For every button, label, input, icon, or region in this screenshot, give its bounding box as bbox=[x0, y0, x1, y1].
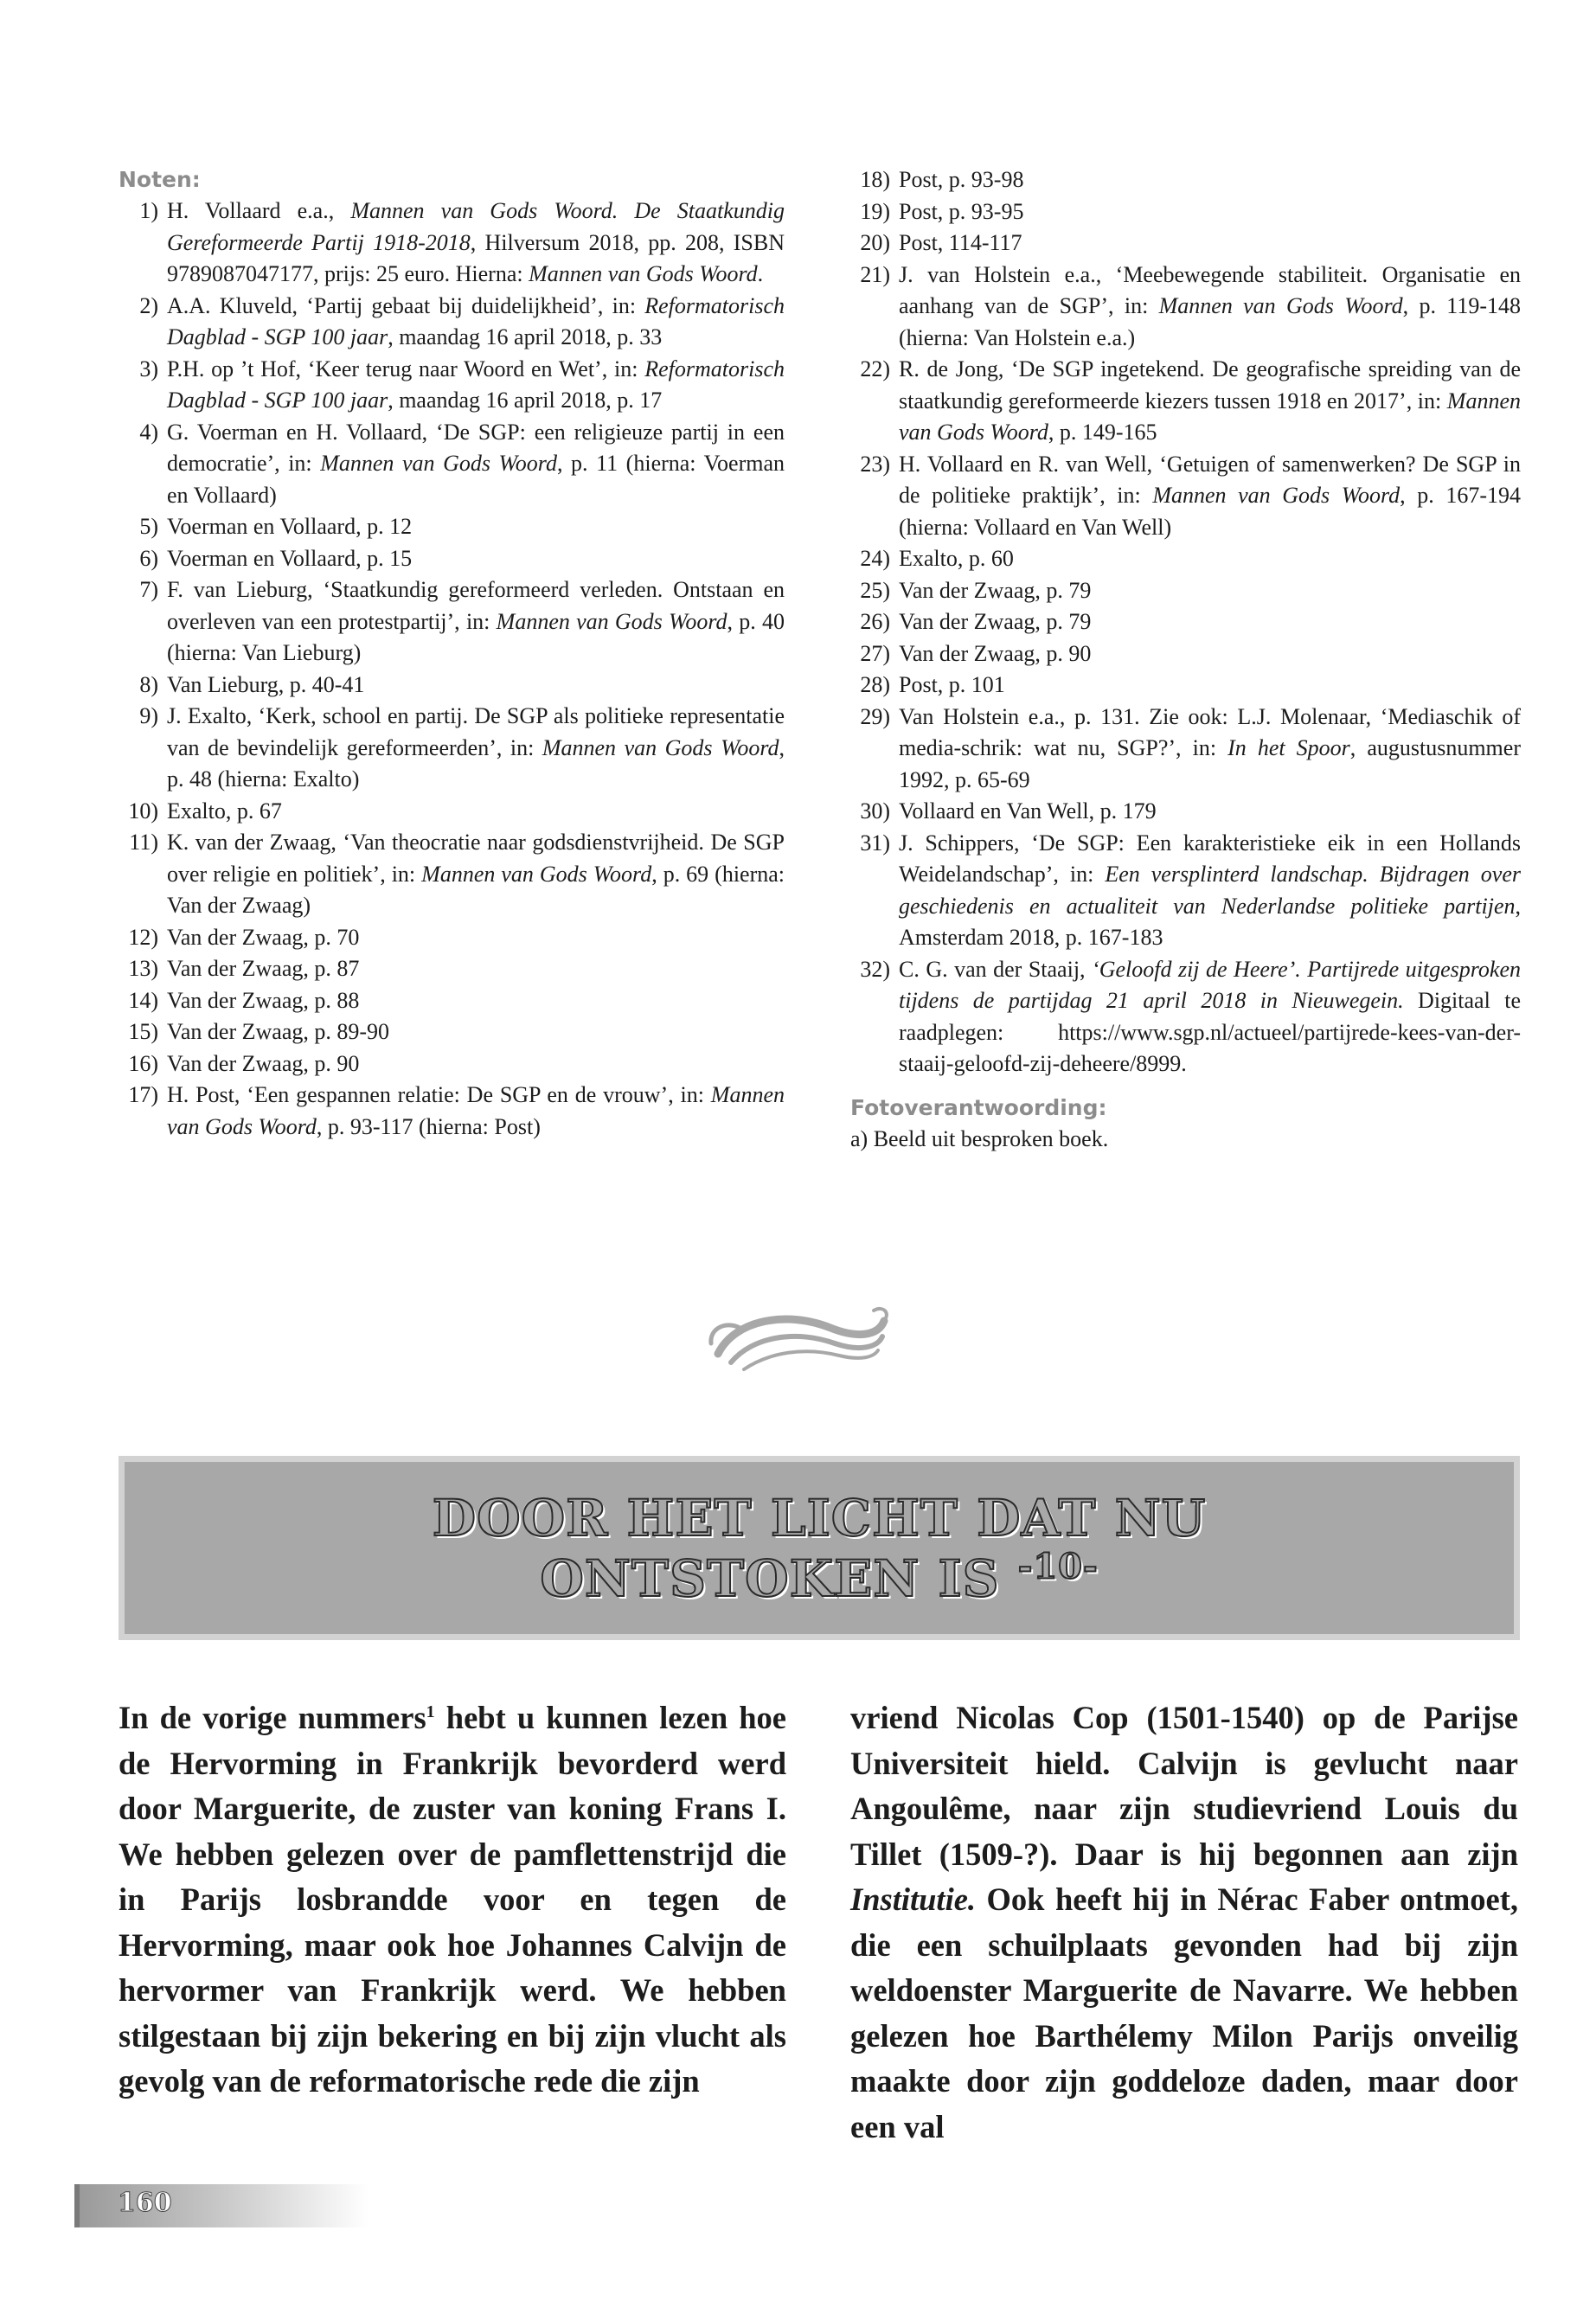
article-title-line-1: DOOR HET LICHT DAT NU bbox=[432, 1488, 1207, 1548]
article-title-banner bbox=[119, 1456, 1520, 1640]
notes-list-left bbox=[119, 195, 785, 1143]
footnote-number: 28) bbox=[860, 672, 890, 697]
footnote-item bbox=[119, 354, 785, 417]
footnote-text-segment: Mannen van Gods Woord bbox=[320, 451, 557, 476]
footnote-number: 30) bbox=[860, 798, 890, 824]
footnote-text bbox=[167, 354, 785, 417]
footnote-text-segment: Van der Zwaag, p. 88 bbox=[167, 987, 360, 1013]
footnote-text-segment: Vollaard en Van Well, p. 179 bbox=[899, 798, 1157, 824]
footnote-number: 3) bbox=[139, 356, 158, 381]
footnote-text-segment: , augustusnummer 1992, p. 65-69 bbox=[899, 735, 1521, 792]
footnote-item bbox=[850, 354, 1521, 449]
footnote-text bbox=[167, 670, 785, 702]
footnote-text bbox=[167, 827, 785, 922]
body-text-segment: hebt u kunnen lezen hoe de Hervorming in Frankrijk bevorderd werd door Marguerite, de zuster van koning Frans I. We hebben gelezen over de pamflettenstrijd die in Parijs losbrandde voor en tegen de Hervorming, maar ook hoe Johannes Calvijn de hervormer van Frankrijk werd. We hebben stilgestaan bij zijn bekering en bij zijn vlucht als gevolg van de reformatorische rede die zijn bbox=[119, 1700, 787, 2099]
footnote-text bbox=[167, 953, 785, 985]
footnote-text bbox=[167, 796, 785, 828]
notes-list-right bbox=[850, 164, 1521, 1080]
footnote-item bbox=[119, 1080, 785, 1143]
footnote-text bbox=[167, 417, 785, 512]
footnote-item bbox=[850, 164, 1521, 196]
footnote-text-segment: Mannen van Gods Woord bbox=[899, 388, 1521, 445]
footnote-text bbox=[899, 575, 1521, 607]
footnote-item bbox=[119, 985, 785, 1017]
article-title-line-2 bbox=[540, 1548, 1098, 1609]
footnote-number: 21) bbox=[860, 261, 890, 287]
footnote-text-segment: In het Spoor bbox=[1227, 735, 1350, 760]
footnote-number: 9) bbox=[139, 703, 158, 728]
footnote-text bbox=[899, 954, 1521, 1080]
footnote-text bbox=[167, 543, 785, 575]
article-part-number: -10- bbox=[1017, 1546, 1099, 1587]
footnote-item bbox=[119, 1016, 785, 1048]
body-text-column-right bbox=[850, 1695, 1518, 2150]
footnote-item bbox=[850, 575, 1521, 607]
footnote-text-segment: Van der Zwaag, p. 79 bbox=[899, 609, 1092, 634]
footnote-text-segment: Van Holstein e.a., p. 131. Zie ook: L.J. Molenaar, ‘Mediaschik of media-schrik: wat nu, SGP?’, in: bbox=[899, 703, 1521, 760]
footnote-text-segment: Mannen van Gods Woord. De Staatkundig Gereformeerde Partij 1918-2018 bbox=[167, 198, 785, 255]
footnote-item bbox=[850, 196, 1521, 228]
footnote-text-segment: R. de Jong, ‘De SGP ingetekend. De geografische spreiding van de staatkundig gereformeerde kiezers tussen 1918 en 2017’, in: bbox=[899, 356, 1521, 413]
footnote-number: 4) bbox=[139, 419, 158, 445]
footnote-item bbox=[850, 954, 1521, 1080]
footnote-item bbox=[119, 417, 785, 512]
footnote-number: 7) bbox=[139, 577, 158, 602]
footnote-text-segment: J. van Holstein e.a., ‘Meebewegende stabiliteit. Organisatie en aanhang van de SGP’, in: bbox=[899, 261, 1521, 318]
footnote-item bbox=[119, 701, 785, 796]
footnote-text-segment: Mannen van Gods Woord bbox=[542, 734, 779, 760]
notes-column-right bbox=[850, 164, 1521, 1155]
footnote-text-segment: Voerman en Vollaard, p. 15 bbox=[167, 545, 413, 571]
footnote-item bbox=[850, 828, 1521, 954]
footnote-text-segment: Post, 114-117 bbox=[899, 230, 1022, 255]
footnote-text-segment: C. G. van der Staaij, bbox=[899, 956, 1093, 982]
footnote-number: 27) bbox=[860, 640, 890, 666]
footnote-text-segment: Van der Zwaag, p. 70 bbox=[167, 924, 360, 950]
footnote-number: 26) bbox=[860, 609, 890, 634]
footnote-text bbox=[899, 828, 1521, 954]
footnote-text-segment: , p. 11 (hierna: Voerman en Vollaard) bbox=[167, 451, 785, 508]
footnote-text-segment: , p. 69 (hierna: Van der Zwaag) bbox=[167, 861, 785, 918]
footnote-number: 2) bbox=[139, 292, 158, 318]
footnote-text-segment: ‘Geloofd zij de Heere’. Partijrede uitgesproken tijdens de partijdag 21 april 2018 in Nieuwegein. bbox=[899, 956, 1521, 1013]
footnote-text bbox=[167, 985, 785, 1017]
footnote-text-segment: Exalto, p. 67 bbox=[167, 798, 282, 824]
footnote-text-segment: G. Voerman en H. Vollaard, ‘De SGP: een religieuze partij in een democratie’, in: bbox=[167, 419, 785, 476]
footnote-item bbox=[119, 922, 785, 954]
footnote-text-segment: Post, p. 93-98 bbox=[899, 167, 1024, 192]
footnote-text-segment: J. Schippers, ‘De SGP: Een karakteristieke eik in een Hollands Weidelandschap’, in: bbox=[899, 830, 1521, 887]
footnote-text bbox=[899, 228, 1521, 260]
footnote-text-segment: Reformatorisch Dagblad - SGP 100 jaar bbox=[167, 356, 785, 413]
footnote-text-segment: Post, p. 101 bbox=[899, 672, 1005, 697]
footnote-item bbox=[850, 260, 1521, 355]
footnote-text-segment: , Hilversum 2018, pp. 208, ISBN 9789087047177, prijs: 25 euro. Hierna: bbox=[167, 229, 785, 286]
footnote-text-segment: Van der Zwaag, p. 89-90 bbox=[167, 1019, 390, 1044]
page-number: 160 bbox=[118, 2188, 172, 2218]
footnote-text bbox=[167, 291, 785, 354]
article-title-text: ONTSTOKEN IS bbox=[540, 1548, 1000, 1608]
footnote-number: 16) bbox=[128, 1050, 158, 1076]
footnote-text-segment: Van der Zwaag, p. 90 bbox=[167, 1050, 360, 1076]
footnote-text-segment: , p. 149-165 bbox=[1048, 420, 1157, 445]
footnote-number: 32) bbox=[860, 956, 890, 982]
footnote-text-segment: , Amsterdam 2018, p. 167-183 bbox=[899, 893, 1521, 950]
footnote-text bbox=[899, 796, 1521, 828]
page-number-tab bbox=[74, 2184, 369, 2227]
footnote-text-segment: Van Lieburg, p. 40-41 bbox=[167, 671, 365, 697]
footnote-item bbox=[119, 195, 785, 291]
footnote-number: 1) bbox=[139, 198, 158, 223]
footnote-number: 11) bbox=[129, 830, 158, 855]
footnote-text bbox=[167, 195, 785, 291]
footnote-number: 23) bbox=[860, 451, 890, 477]
footnote-text bbox=[899, 606, 1521, 638]
footnote-text-segment: , p. 119-148 (hierna: Van Holstein e.a.) bbox=[899, 293, 1521, 350]
footnote-number: 20) bbox=[860, 230, 890, 255]
footnote-text bbox=[899, 543, 1521, 575]
footnote-number: 12) bbox=[128, 924, 158, 950]
notes-heading: Noten: bbox=[119, 167, 201, 192]
footnote-text-segment: F. van Lieburg, ‘Staatkundig gereformeerd verleden. Ontstaan en overleven van een protestpartij’, in: bbox=[167, 577, 785, 634]
footnote-text bbox=[167, 1048, 785, 1080]
footnote-text-segment: K. van der Zwaag, ‘Van theocratie naar godsdienstvrijheid. De SGP over religie en politiek’, in: bbox=[167, 830, 785, 887]
footnote-item bbox=[119, 953, 785, 985]
footnote-item bbox=[850, 670, 1521, 702]
footnote-text bbox=[167, 1080, 785, 1143]
footnote-text bbox=[899, 670, 1521, 702]
footnote-text-segment: , p. 48 (hierna: Exalto) bbox=[167, 734, 785, 792]
footnote-text-segment: Van der Zwaag, p. 87 bbox=[167, 956, 360, 981]
footnote-item bbox=[119, 796, 785, 828]
footnote-text-segment: Mannen van Gods Woord bbox=[1158, 293, 1403, 318]
footnote-text bbox=[899, 196, 1521, 228]
footnote-text-segment: , maandag 16 april 2018, p. 17 bbox=[388, 388, 663, 413]
footnote-text-segment: H. Vollaard e.a., bbox=[167, 198, 351, 223]
footnote-item bbox=[119, 827, 785, 922]
footnote-number: 14) bbox=[128, 987, 158, 1013]
footnote-text-segment: P.H. op ’t Hof, ‘Keer terug naar Woord en Wet’, in: bbox=[167, 356, 645, 381]
photo-credits bbox=[850, 1093, 1521, 1155]
body-text-segment: Ook heeft hij in Nérac Faber ontmoet, die een schuilplaats gevonden had bij zijn weldoenster Marguerite de Navarre. We hebben gelezen hoe Barthélemy Milon Parijs onveilig maakte door zijn goddeloze daden, maar door een val bbox=[850, 1881, 1518, 2144]
footnote-text-segment: Exalto, p. 60 bbox=[899, 546, 1014, 571]
footnote-item bbox=[850, 638, 1521, 670]
footnote-item bbox=[850, 543, 1521, 575]
footnote-item bbox=[850, 228, 1521, 260]
footnote-number: 22) bbox=[860, 356, 890, 381]
footnote-text-segment: Mannen van Gods Woord bbox=[496, 608, 727, 634]
footnote-text bbox=[167, 574, 785, 670]
footnote-text-segment: J. Exalto, ‘Kerk, school en partij. De SGP als politieke representatie van de bevindelijk gereformeerden’, in: bbox=[167, 703, 785, 760]
footnote-number: 15) bbox=[128, 1019, 158, 1044]
footnote-text-segment: , p. 40 (hierna: Van Lieburg) bbox=[167, 608, 785, 665]
photo-credits-text: a) Beeld uit besproken boek. bbox=[850, 1125, 1109, 1151]
footnote-item bbox=[850, 449, 1521, 544]
footnote-number: 25) bbox=[860, 577, 890, 603]
footnote-number: 18) bbox=[860, 167, 890, 192]
footnote-number: 24) bbox=[860, 546, 890, 571]
footnote-text-segment: Digitaal te raadplegen: https://www.sgp.nl/actueel/partijrede-kees-van-der-staaij-geloofd-zij-deheere/8999. bbox=[899, 988, 1521, 1076]
footnote-text-segment: Mannen van Gods Woord bbox=[167, 1082, 785, 1139]
footnote-text-segment: H. Vollaard en R. van Well, ‘Getuigen of samenwerken? De SGP in de politieke praktijk’, in: bbox=[899, 451, 1521, 508]
footnote-item bbox=[119, 574, 785, 670]
footnote-text-segment: Post, p. 93-95 bbox=[899, 198, 1024, 224]
footnote-item bbox=[119, 543, 785, 575]
body-text-column-left bbox=[119, 1695, 786, 2105]
footnote-text bbox=[167, 701, 785, 796]
footnote-text bbox=[899, 638, 1521, 670]
footnote-number: 6) bbox=[139, 545, 158, 571]
swirl-ornament-icon bbox=[701, 1302, 895, 1380]
footnote-number: 19) bbox=[860, 198, 890, 224]
body-text-segment: vriend Nicolas Cop (1501-1540) op de Parijse Universiteit hield. Calvijn is gevlucht naar Angoulême, naar zijn studievriend Louis du Tillet (1509-?). Daar is hij begonnen aan zijn bbox=[850, 1700, 1518, 1872]
footnote-number: 5) bbox=[139, 514, 158, 539]
footnote-item bbox=[119, 1048, 785, 1080]
footnote-text-segment: Mannen van Gods Woord bbox=[529, 261, 758, 286]
footnote-ref: 1 bbox=[426, 1702, 435, 1721]
footnote-text-segment: Een versplinterd landschap. Bijdragen over geschiedenis en actualiteit van Nederlandse politieke partijen bbox=[899, 862, 1521, 919]
footnote-text-segment: Mannen van Gods Woord bbox=[421, 861, 652, 887]
footnote-text-segment: Voerman en Vollaard, p. 12 bbox=[167, 514, 413, 539]
footnote-text-segment: , maandag 16 april 2018, p. 33 bbox=[388, 324, 663, 349]
footnote-text bbox=[899, 260, 1521, 355]
footnote-item bbox=[119, 291, 785, 354]
footnote-number: 10) bbox=[128, 798, 158, 824]
footnote-text-segment: , p. 167-194 (hierna: Vollaard en Van Well) bbox=[899, 483, 1522, 540]
notes-column-left bbox=[119, 164, 785, 1143]
footnote-number: 29) bbox=[860, 703, 890, 729]
footnote-text bbox=[899, 164, 1521, 196]
footnote-text-segment: H. Post, ‘Een gespannen relatie: De SGP en de vrouw’, in: bbox=[167, 1082, 711, 1107]
footnote-number: 8) bbox=[139, 671, 158, 697]
footnote-text-segment: Reformatorisch Dagblad - SGP 100 jaar bbox=[167, 292, 785, 349]
footnote-item bbox=[850, 606, 1521, 638]
body-text-segment: Institutie. bbox=[850, 1881, 977, 1917]
footnote-number: 17) bbox=[128, 1082, 158, 1107]
footnote-number: 31) bbox=[860, 830, 890, 856]
footnote-text bbox=[167, 511, 785, 543]
footnote-text-segment: A.A. Kluveld, ‘Partij gebaat bij duidelijkheid’, in: bbox=[167, 292, 645, 318]
footnote-text-segment: , p. 93-117 (hierna: Post) bbox=[316, 1113, 541, 1139]
footnote-item bbox=[850, 796, 1521, 828]
footnote-text bbox=[899, 702, 1521, 797]
footnote-text bbox=[899, 354, 1521, 449]
footnote-text-segment: . bbox=[757, 261, 764, 286]
footnote-item bbox=[119, 511, 785, 543]
footnote-item bbox=[119, 670, 785, 702]
body-text-segment: In de vorige nummers bbox=[119, 1700, 426, 1735]
footnote-text-segment: Van der Zwaag, p. 79 bbox=[899, 577, 1092, 603]
footnote-text-segment: Van der Zwaag, p. 90 bbox=[899, 640, 1092, 666]
footnote-number: 13) bbox=[128, 956, 158, 981]
footnote-text-segment: Mannen van Gods Woord bbox=[1152, 483, 1401, 508]
footnote-text bbox=[167, 1016, 785, 1048]
footnote-item bbox=[850, 702, 1521, 797]
photo-credits-heading: Fotoverantwoording: bbox=[850, 1094, 1107, 1120]
footnote-text bbox=[899, 449, 1521, 544]
footnote-text bbox=[167, 922, 785, 954]
